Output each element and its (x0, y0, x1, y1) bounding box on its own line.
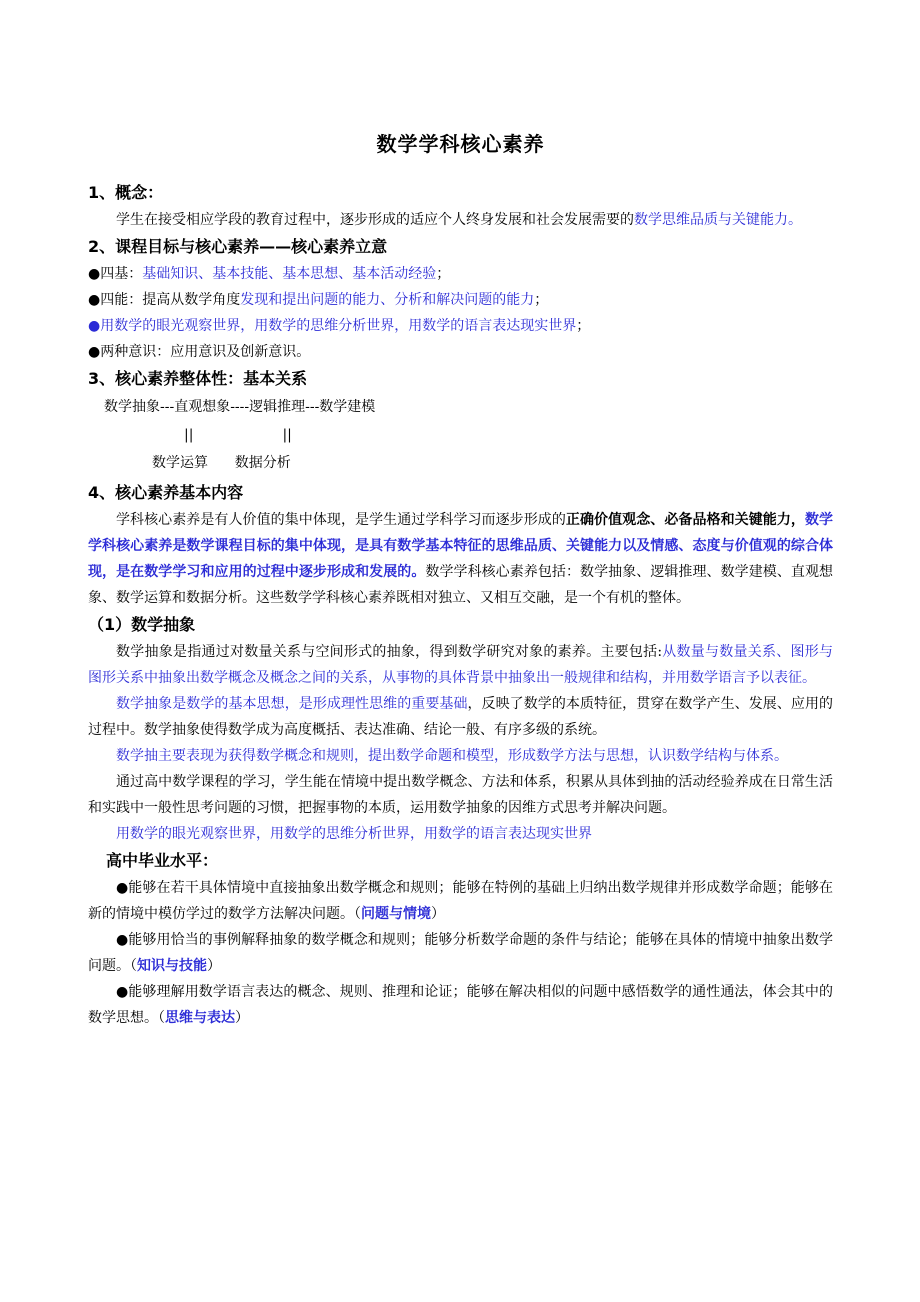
sub1-paragraph-4: 通过高中数学课程的学习，学生能在情境中提出数学概念、方法和体系，积累从具体到抽的活动经验养成在日常生活和实践中一般性思考问题的习惯，把握事物的本质，运用数学抽象的因维方式思考并解决问题。 (88, 774, 833, 816)
s2-bullet-3 (88, 313, 833, 339)
sub1-p2-a: 数学抽象是数学的基本思想，是形成理性思维的重要基础 (116, 696, 468, 712)
s2-b3-c: ； (576, 318, 591, 334)
g1-b: 问题与情境 (361, 906, 431, 922)
s2-b1-b: 基础知识、基本技能、基本思想、基本活动经验 (142, 266, 437, 282)
s4-p1-b: 正确价值观念、必备品格和关键能力 (565, 512, 791, 528)
section-1-heading: 1、概念： (88, 183, 164, 202)
g2-c: ） (207, 958, 221, 974)
s4-paragraph-1 (88, 507, 833, 611)
s2-b3-a: ● (88, 318, 101, 334)
sub1-paragraph-2 (88, 691, 833, 743)
s4-p1-d: 数学学科核心素养是数学课程目标的集中体现，是具有数学基本特征的思维品质、关键能力以及情感、态度与价值观的综合体现，是在数学学习和应用的过程中逐步形成和发展的。 (88, 512, 834, 580)
relation-line-2: || || (184, 427, 292, 443)
s4-p1-a: 学科核心素养是有人价值的集中体现，是学生通过学科学习而逐步形成的 (116, 512, 566, 528)
s2-bullet-4: ●两种意识：应用意识及创新意识。 (88, 344, 311, 360)
s2-b2-c: ； (534, 292, 549, 308)
s4-p1-e: 数学学科核心素养包括：数学抽象、逻辑推理、数学建模、直观想象、数学运算和数据分析。这些数学学科核心素养既相对独立、又相互交融，是一个有机的整体。 (88, 564, 834, 606)
sub1-paragraph-1 (88, 639, 833, 691)
section-3-heading: 3、核心素养整体性：基本关系 (88, 369, 308, 388)
sub1-paragraph-5: 用数学的眼光观察世界，用数学的思维分析世界，用数学的语言表达现实世界 (116, 826, 592, 842)
s4-p1-c: ， (790, 512, 805, 528)
document-page (88, 128, 833, 1031)
s1-text-b: 数学思维品质与关键能力。 (634, 212, 802, 228)
g3-b: 思维与表达 (165, 1010, 235, 1026)
g2-a: ●能够用恰当的事例解释抽象的数学概念和规则；能够分析数学命题的条件与结论；能够在具体的情境中抽象出数学问题。（ (88, 932, 833, 974)
sub1-p1-a: 数学抽象是指通过对数量关系与空间形式的抽象，得到数学研究对象的素养。主要包括: (116, 644, 663, 660)
g2-b: 知识与技能 (137, 958, 207, 974)
sub1-p1-b: 从数量与数量关系、图形与图形关系中抽象出数学概念及概念之间的关系，从事物的具体背景中抽象出一般规律和结构，并用数学语言予以表征。 (88, 644, 834, 686)
s2-bullet-2 (88, 287, 833, 313)
section-1-paragraph (88, 207, 833, 233)
relation-line-1: 数学抽象---直观想象----逻辑推理---数学建模 (104, 399, 376, 415)
s2-b2-b: 发现和提出问题的能力、分析和解决问题的能力 (240, 292, 535, 308)
g1-a: ●能够在若干具体情境中直接抽象出数学概念和规则；能够在特例的基础上归纳出数学规律并形成数学命题；能够在新的情境中模仿学过的数学方法解决问题。（ (88, 880, 833, 922)
g3-a: ●能够理解用数学语言表达的概念、规则、推理和论证；能够在解决相似的问题中感悟数学的通性通法，体会其中的数学思想。（ (88, 984, 833, 1026)
s2-b2-a: ●四能：提高从数学角度 (88, 292, 241, 308)
s2-b1-a: ●四基： (88, 266, 143, 282)
graduation-level-heading: 高中毕业水平： (106, 851, 219, 870)
section-2-heading: 2、课程目标与核心素养——核心素养立意 (88, 237, 388, 256)
s1-text-a: 学生在接受相应学段的教育过程中，逐步形成的适应个人终身发展和社会发展需要的 (116, 212, 634, 228)
s2-bullet-1 (88, 261, 833, 287)
section-4-heading: 4、核心素养基本内容 (88, 483, 244, 502)
relation-line-3: 数学运算 数据分析 (152, 455, 291, 471)
g1-c: ） (431, 906, 445, 922)
sub1-paragraph-3: 数学抽主要表现为获得数学概念和规则，提出数学命题和模型，形成数学方法与思想，认识数学结构与体系。 (116, 748, 788, 764)
sub1-p2-b: ，反映了数学的本质特征，贯穿在数学产生、发展、应用的过程中。数学抽象使得数学成为高度概括、表达准确、结论一般、有序多级的系统。 (88, 696, 833, 738)
document-title: 数学学科核心素养 (376, 132, 545, 156)
g3-c: ） (235, 1010, 249, 1026)
grad-item-1 (88, 875, 833, 927)
s2-b1-c: ； (436, 266, 451, 282)
subsection-1-heading: （1）数学抽象 (88, 615, 196, 634)
grad-item-3 (88, 979, 833, 1031)
grad-item-2 (88, 927, 833, 979)
s2-b3-b: 用数学的眼光观察世界，用数学的思维分析世界，用数学的语言表达现实世界 (100, 318, 577, 334)
